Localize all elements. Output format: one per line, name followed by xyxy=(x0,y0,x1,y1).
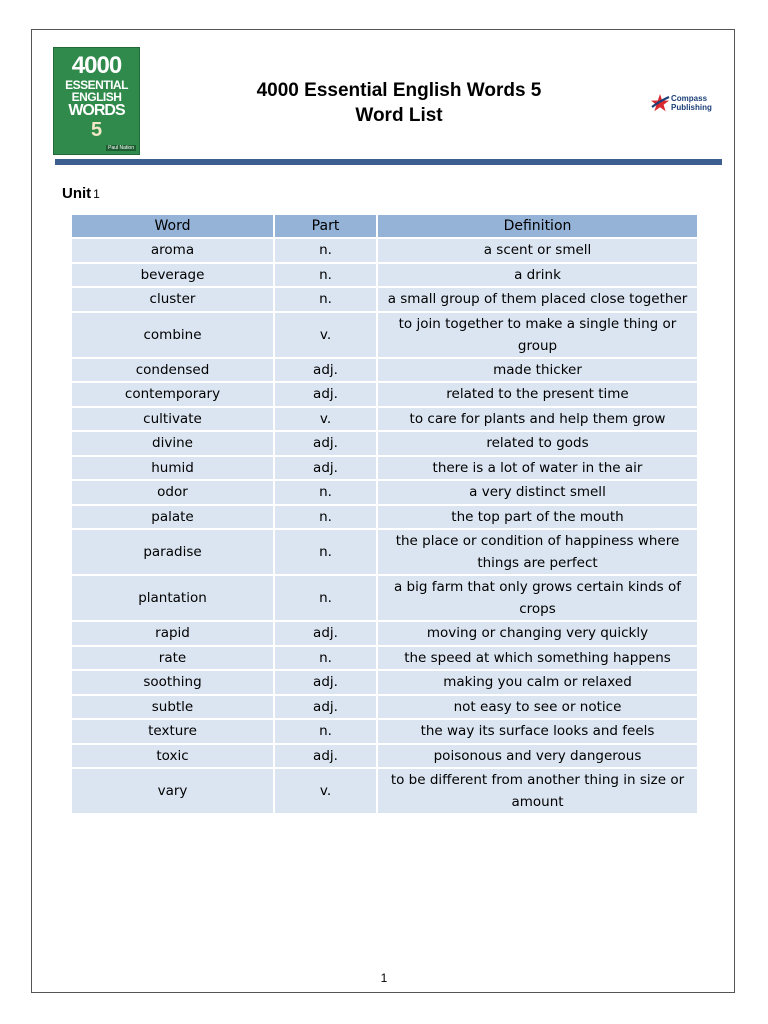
table-row xyxy=(72,671,697,694)
publisher-name xyxy=(671,94,712,112)
cell-definition: the top part of the mouth xyxy=(378,506,697,529)
word-list-table xyxy=(70,213,699,815)
cell-word: beverage xyxy=(72,264,273,287)
cell-part: n. xyxy=(275,239,376,262)
cell-part: adj. xyxy=(275,432,376,455)
column-header-word: Word xyxy=(72,215,273,237)
cell-word: palate xyxy=(72,506,273,529)
cell-word: cultivate xyxy=(72,408,273,431)
cell-definition: not easy to see or notice xyxy=(378,696,697,719)
cell-part: adj. xyxy=(275,696,376,719)
document-page xyxy=(31,29,735,993)
cell-definition: the place or condition of happiness where things are perfect xyxy=(378,530,697,574)
cell-part: adj. xyxy=(275,383,376,406)
cell-part: n. xyxy=(275,720,376,743)
table-row xyxy=(72,745,697,768)
cell-definition: a scent or smell xyxy=(378,239,697,262)
cover-title-word: ENGLISH xyxy=(71,90,122,104)
page-number: 1 xyxy=(380,971,388,985)
page-title xyxy=(182,78,616,128)
table-row xyxy=(72,359,697,382)
book-cover-image xyxy=(53,47,140,155)
cover-volume-number: 5 xyxy=(90,119,103,141)
table-row xyxy=(72,239,697,262)
cell-part: n. xyxy=(275,576,376,620)
publisher-name-line: Compass xyxy=(671,94,708,103)
table-row xyxy=(72,506,697,529)
cell-definition: there is a lot of water in the air xyxy=(378,457,697,480)
publisher-logo xyxy=(649,92,719,114)
cell-definition: the way its surface looks and feels xyxy=(378,720,697,743)
unit-number: 1 xyxy=(93,187,100,201)
cell-definition: moving or changing very quickly xyxy=(378,622,697,645)
cover-title-number: 4000 xyxy=(71,52,122,79)
cell-word: rapid xyxy=(72,622,273,645)
cell-part: n. xyxy=(275,647,376,670)
cell-part: adj. xyxy=(275,671,376,694)
cell-word: plantation xyxy=(72,576,273,620)
cell-definition: a big farm that only grows certain kinds of crops xyxy=(378,576,697,620)
cell-word: paradise xyxy=(72,530,273,574)
table-row xyxy=(72,647,697,670)
table-row xyxy=(72,432,697,455)
cell-word: cluster xyxy=(72,288,273,311)
cell-definition: related to the present time xyxy=(378,383,697,406)
cell-word: divine xyxy=(72,432,273,455)
star-icon xyxy=(649,92,671,114)
cell-part: n. xyxy=(275,288,376,311)
cell-word: toxic xyxy=(72,745,273,768)
cell-definition: a drink xyxy=(378,264,697,287)
table-row xyxy=(72,457,697,480)
cell-definition: a very distinct smell xyxy=(378,481,697,504)
unit-label: Unit xyxy=(62,185,92,202)
cell-word: contemporary xyxy=(72,383,273,406)
cell-definition: to join together to make a single thing or group xyxy=(378,313,697,357)
cell-part: adj. xyxy=(275,622,376,645)
cover-author: Paul Nation xyxy=(108,145,134,151)
cell-word: texture xyxy=(72,720,273,743)
table-row xyxy=(72,622,697,645)
cover-title-word: WORDS xyxy=(68,102,125,119)
table-header-row xyxy=(72,215,697,237)
cell-word: condensed xyxy=(72,359,273,382)
cell-part: n. xyxy=(275,530,376,574)
cell-part: adj. xyxy=(275,745,376,768)
cell-word: humid xyxy=(72,457,273,480)
page-title-line: 4000 Essential English Words 5 xyxy=(256,80,542,101)
table-row xyxy=(72,383,697,406)
table-row xyxy=(72,288,697,311)
table-row xyxy=(72,313,697,357)
cell-definition: the speed at which something happens xyxy=(378,647,697,670)
cell-definition: to be different from another thing in size or amount xyxy=(378,769,697,813)
cell-definition: poisonous and very dangerous xyxy=(378,745,697,768)
cell-word: odor xyxy=(72,481,273,504)
table-row xyxy=(72,769,697,813)
column-header-definition: Definition xyxy=(378,215,697,237)
page-subtitle-line: Word List xyxy=(355,105,443,126)
cell-definition: related to gods xyxy=(378,432,697,455)
column-header-part: Part xyxy=(275,215,376,237)
table-row xyxy=(72,264,697,287)
cell-part: n. xyxy=(275,481,376,504)
cell-definition: making you calm or relaxed xyxy=(378,671,697,694)
cover-title-word: ESSENTIAL xyxy=(65,78,128,92)
table-row xyxy=(72,720,697,743)
publisher-name-line: Publishing xyxy=(671,103,712,112)
unit-heading xyxy=(62,185,100,202)
table-row xyxy=(72,696,697,719)
cell-part: n. xyxy=(275,506,376,529)
cell-part: v. xyxy=(275,313,376,357)
cell-part: adj. xyxy=(275,359,376,382)
cell-part: n. xyxy=(275,264,376,287)
cell-word: rate xyxy=(72,647,273,670)
cell-word: vary xyxy=(72,769,273,813)
cell-part: v. xyxy=(275,769,376,813)
table-body xyxy=(72,239,697,813)
cell-definition: to care for plants and help them grow xyxy=(378,408,697,431)
cell-part: adj. xyxy=(275,457,376,480)
table-row xyxy=(72,530,697,574)
cell-definition: a small group of them placed close together xyxy=(378,288,697,311)
cell-word: aroma xyxy=(72,239,273,262)
cell-definition: made thicker xyxy=(378,359,697,382)
cell-word: soothing xyxy=(72,671,273,694)
header-divider xyxy=(55,159,722,165)
cell-word: combine xyxy=(72,313,273,357)
table-row xyxy=(72,408,697,431)
cell-word: subtle xyxy=(72,696,273,719)
cell-part: v. xyxy=(275,408,376,431)
table-row xyxy=(72,576,697,620)
table-row xyxy=(72,481,697,504)
